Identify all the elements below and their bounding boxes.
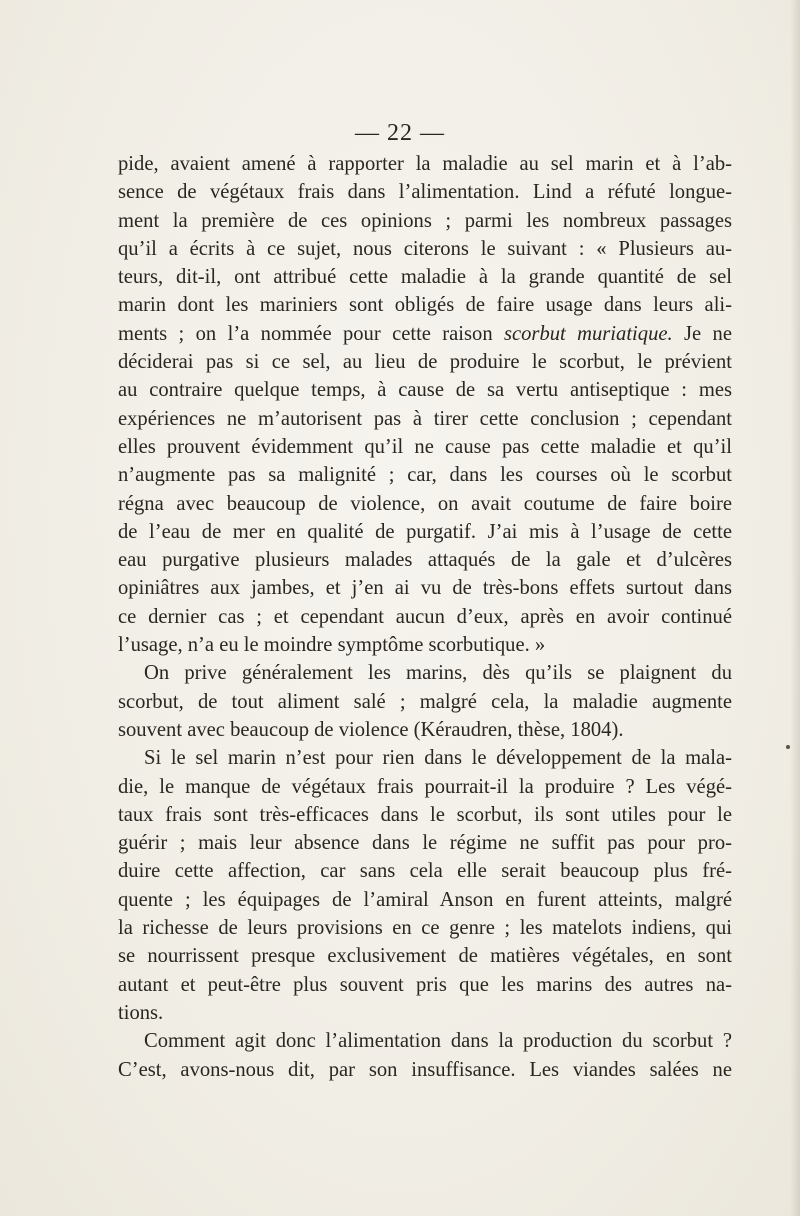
body-text [118,150,732,1084]
text-line [118,263,732,291]
text-line [118,688,732,716]
text-line-content: l’usage, n’a eu le moindre symptôme scorbutique. » [118,634,546,657]
text-line [118,942,732,970]
ink-spot [786,745,790,749]
text-line [118,546,732,574]
text-line-content: déciderai pas si ce sel, au lieu de produire le scorbut, le prévient [118,351,732,374]
text-line-content: n’augmente pas sa malignité ; car, dans les courses où le scorbut [118,464,732,487]
text-line [118,829,732,857]
text-line [118,886,732,914]
text-line [118,773,732,801]
text-line [118,801,732,829]
text-line [118,1027,732,1055]
text-line-content: au contraire quelque temps, à cause de sa vertu antiseptique : mes [118,379,732,402]
text-line-content: guérir ; mais leur absence dans le régime ne suffit pas pour pro- [118,832,732,855]
text-line [118,971,732,999]
text-line [118,490,732,518]
text-line-content: elles prouvent évidemment qu’il ne cause pas cette maladie et qu’il [118,435,732,458]
text-line [118,150,732,178]
text-line [118,659,732,687]
text-line-content: la richesse de leurs provisions en ce genre ; les matelots indiens, qui [118,917,732,940]
text-line-continuation: Je ne [672,322,732,345]
text-line [118,207,732,235]
text-line [118,857,732,885]
text-line [118,518,732,546]
text-line-content: se nourrissent presque exclusivement de matières végétales, en sont [118,945,732,968]
text-line [118,433,732,461]
text-line [118,914,732,942]
text-line-content: teurs, dit-il, ont attribué cette maladie à la grande quantité de sel [118,266,732,289]
page-number: — 22 — [355,120,445,146]
text-line [118,744,732,772]
text-line [118,461,732,489]
text-line-content: quente ; les équipages de l’amiral Anson en furent atteints, malgré [118,888,732,911]
text-line-content: régna avec beaucoup de violence, on avait coutume de faire boire [118,492,732,515]
text-line [118,376,732,404]
text-line-content: ment la première de ces opinions ; parmi les nombreux passages [118,209,732,232]
text-line [118,1056,732,1084]
text-line-content: marin dont les mariniers sont obligés de faire usage dans leurs ali- [118,294,732,317]
text-line-content: taux frais sont très-efficaces dans le scorbut, ils sont utiles pour le [118,803,732,826]
text-line [118,348,732,376]
text-line-content: C’est, avons-nous dit, par son insuffisance. Les viandes salées ne [118,1058,732,1081]
text-line [118,320,732,348]
text-line-content: ments ; on l’a nommée pour cette raison [118,322,504,345]
text-line [118,631,732,659]
text-line-content: scorbut, de tout aliment salé ; malgré cela, la maladie augmente [118,690,732,713]
page-edge-shadow [790,0,800,1216]
text-line-content: sence de végétaux frais dans l’alimentation. Lind a réfuté longue- [118,181,732,204]
text-line [118,235,732,263]
text-line-content: souvent avec beaucoup de violence (Kéraudren, thèse, 1804). [118,718,624,741]
text-line-content: On prive généralement les marins, dès qu’ils se plaignent du [144,662,732,685]
text-line-content: de l’eau de mer en qualité de purgatif. J’ai mis à l’usage de cette [118,520,732,543]
text-line-content: Comment agit donc l’alimentation dans la production du scorbut ? [144,1030,732,1053]
text-line-content: eau purgative plusieurs malades attaqués de la gale et d’ulcères [118,549,732,572]
text-line-content: duire cette affection, car sans cela elle serait beaucoup plus fré- [118,860,732,883]
text-line-content: Si le sel marin n’est pour rien dans le développement de la mala- [144,747,732,770]
text-line [118,716,732,744]
text-line-content: qu’il a écrits à ce sujet, nous citerons le suivant : « Plusieurs au- [118,237,732,260]
text-line-content: ce dernier cas ; et cependant aucun d’eux, après en avoir continué [118,605,732,628]
text-line [118,999,732,1027]
text-line-content: die, le manque de végétaux frais pourrait-il la produire ? Les végé- [118,775,732,798]
text-line [118,574,732,602]
text-line-content: expériences ne m’autorisent pas à tirer cette conclusion ; cependant [118,407,732,430]
text-line-content: pide, avaient amené à rapporter la maladie au sel marin et à l’ab- [118,153,732,175]
text-line-content: opiniâtres aux jambes, et j’en ai vu de très-bons effets surtout dans [118,577,732,600]
text-line [118,603,732,631]
text-line-content: tions. [118,1001,164,1024]
text-line [118,291,732,319]
text-line [118,178,732,206]
text-line [118,405,732,433]
text-line-content: autant et peut-être plus souvent pris que les marins des autres na- [118,973,732,996]
italic-term: scorbut muriatique. [503,322,673,345]
